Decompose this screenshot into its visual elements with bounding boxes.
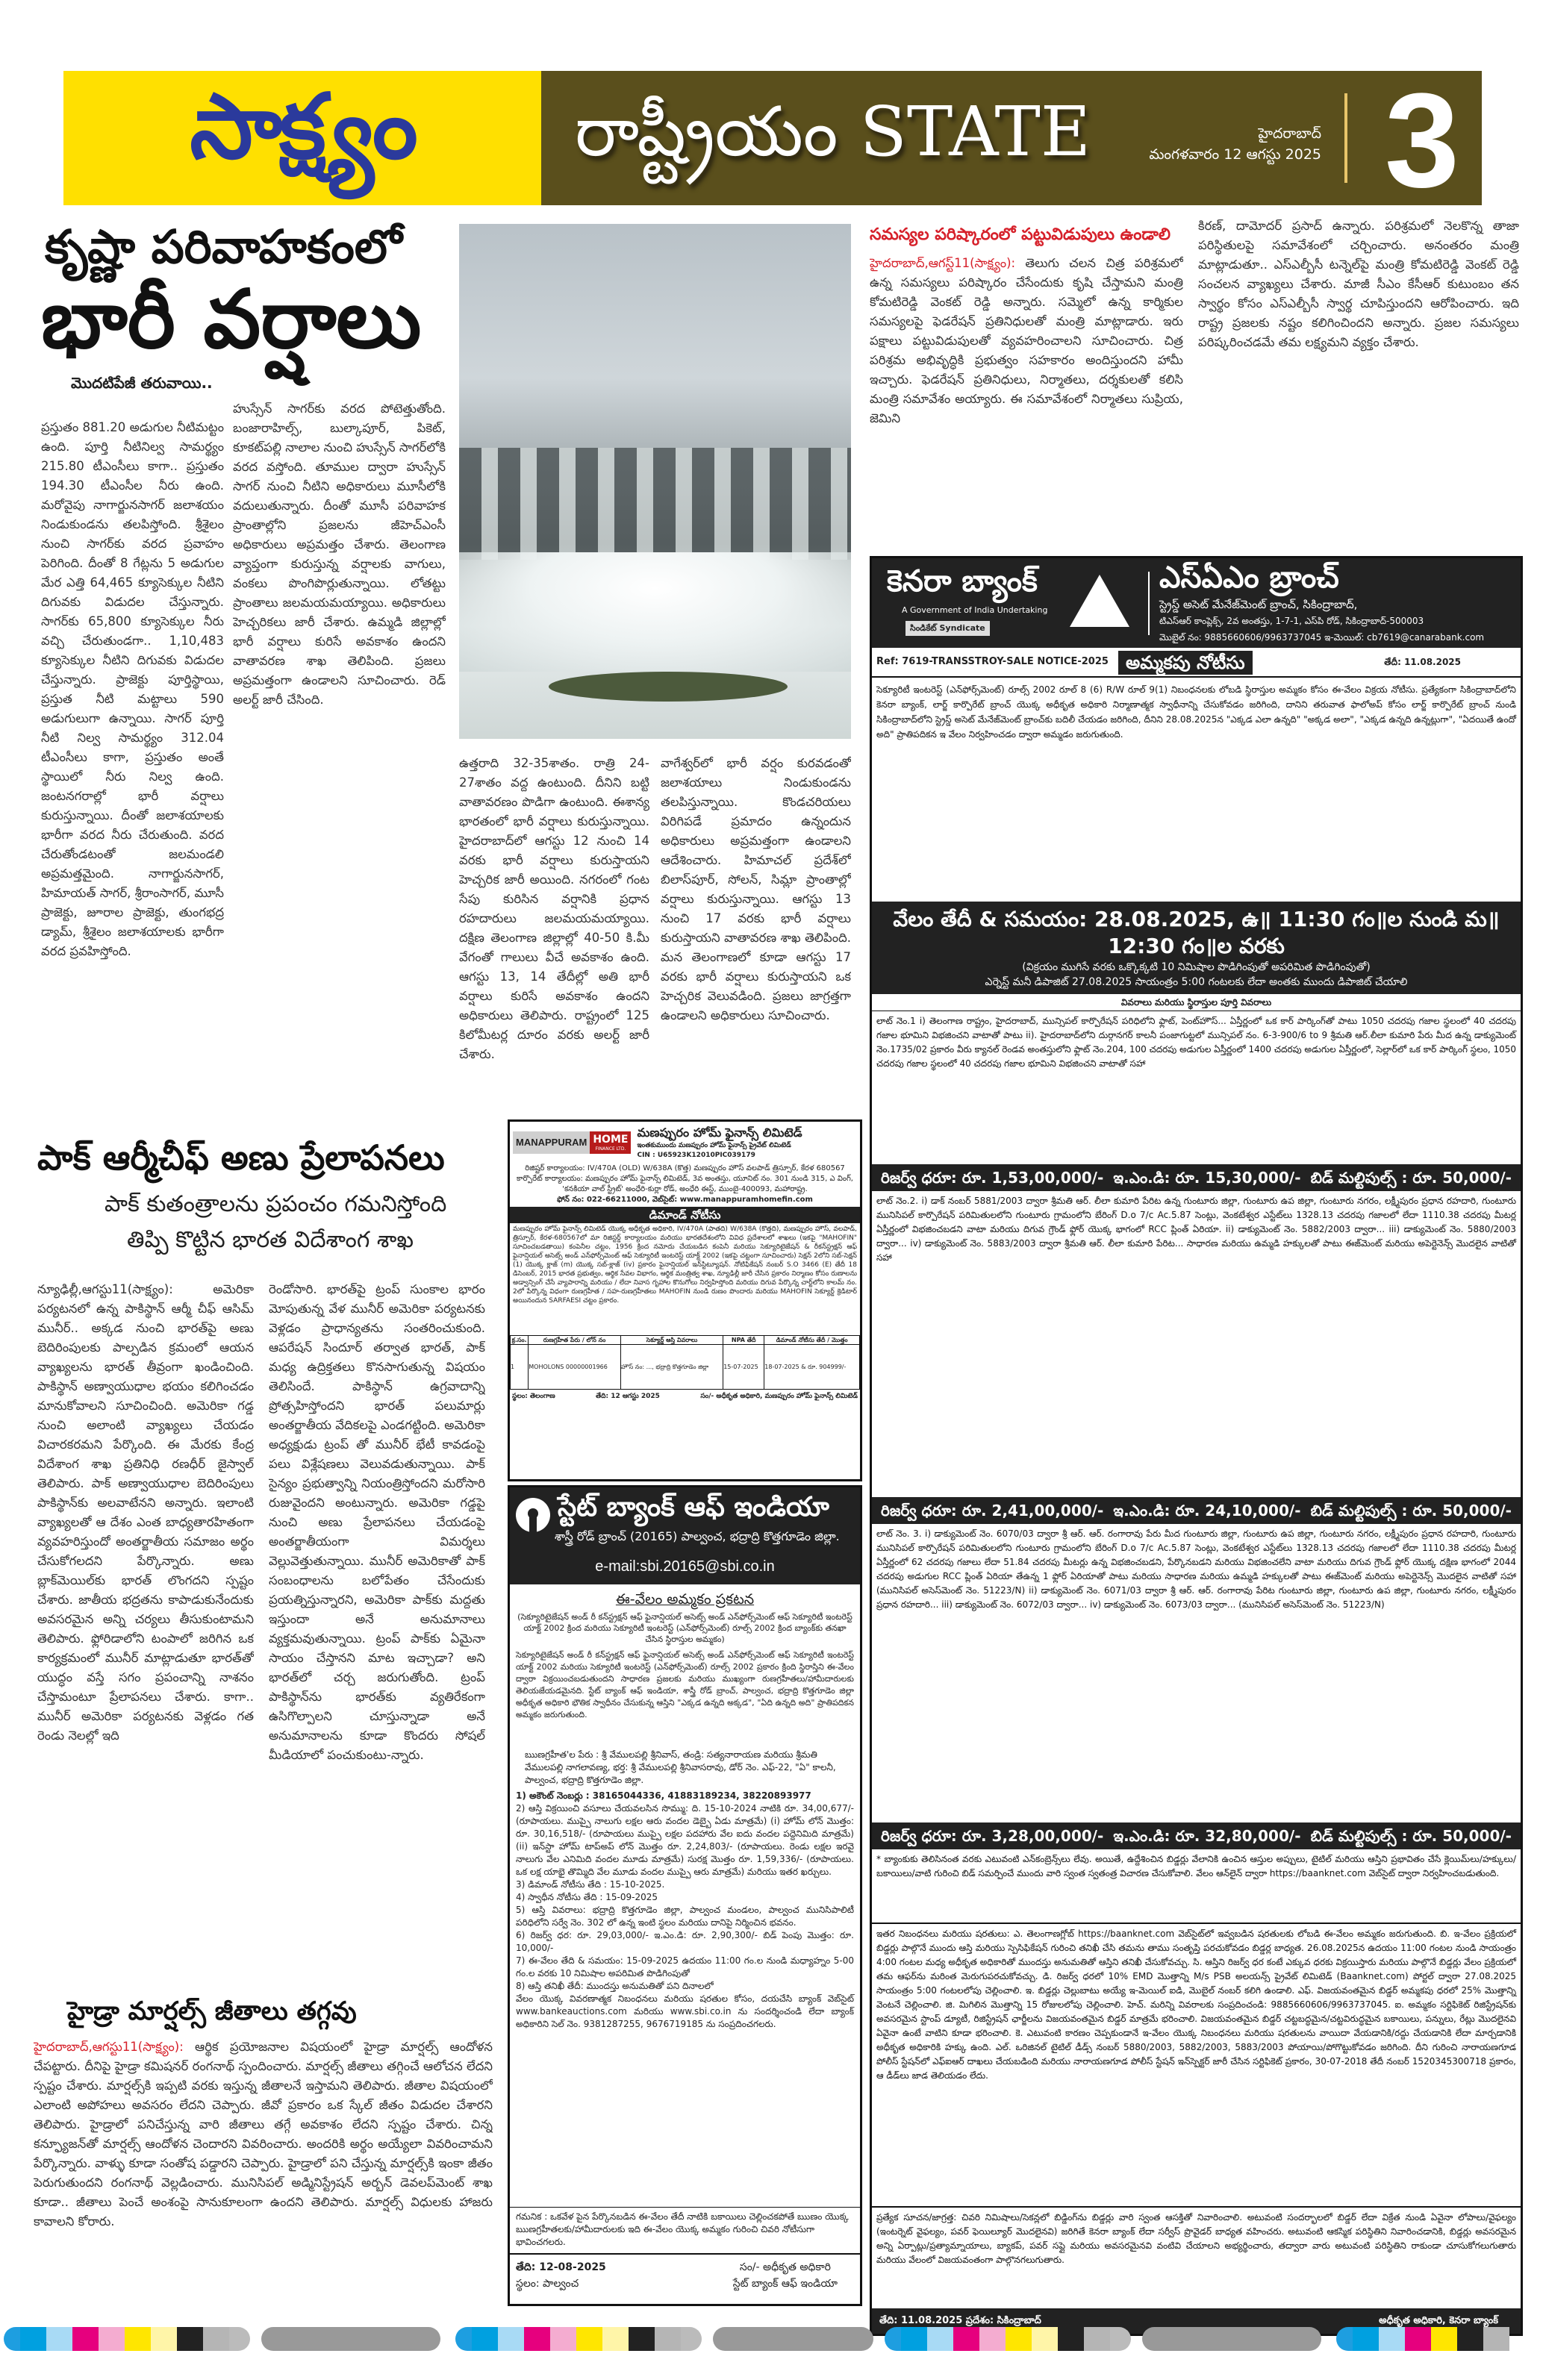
sbi-footer-place: స్థలం: పాల్వంచ: [516, 2278, 579, 2290]
sbi-item: 6) రిజర్వ్ ధర: రూ. 29,03,000/- ఇ.ఎం.డి: రూ. 2,90,300/- బిడ్ పెంపు మొత్తం: రూ. 10,000/-: [516, 1930, 854, 1953]
table-cell: 15-07-2025: [723, 1345, 764, 1390]
table-row: [511, 1345, 860, 1390]
bid-multiples: బిడ్ మల్టిపుల్స్ : రూ. 50,000/-: [1310, 1502, 1512, 1519]
price-bar-lot-1: [872, 1164, 1521, 1191]
canara-footer-sign: అధీకృత అధికారి, కెనరా బ్యాంక్: [1379, 2315, 1498, 2326]
bid-multiples: బిడ్ మల్టిపుల్స్ : రూ. 50,000/-: [1310, 1827, 1512, 1845]
sbi-item: 1) అకౌంట్ నెంబర్లు : 38165044336, 41883189234, 38220893977: [516, 1790, 811, 1801]
canara-bank-sale-notice: [870, 556, 1523, 2336]
edition-date: మంగళవారం 12 ఆగస్టు 2025: [1149, 146, 1321, 163]
pak-column-2: రెండోసారి. భారత్‌పై ట్రంప్ సుంకాల భారం మోపుతున్న వేళ మునీర్ అమెరికా పర్యటనకు వెళ్లడం ప్రాధాన్యతను సంతరించుకుంది. ఆపరేషన్ సిందూర్ తర్వాత భారత్, పాక్ మధ్య ఉద్రిక్తతలు కొనసాగుతున్న విషయం తెలిసిందే. పాకిస్థాన్ ఉగ్రవాదాన్ని ప్రోత్సహిస్తోందని భారత్ పలుమార్లు అంతర్జాతీయ వేదికలపై ఎండగట్టింది. అమెరికా అధ్యక్షుడు ట్రంప్ తో మునీర్ భేటీ కావడంపై పలు విశ్లేషణలు వెలువడుతున్నాయి. పాక్ సైన్యం ప్రభుత్వాన్ని నియంత్రిస్తోందని మరోసారి రుజువైందని అంటున్నారు. అమెరికా గడ్డపై నుంచి అణు ప్రేలాపనలు చేయడంపై అంతర్జాతీయంగా విమర్శలు వెల్లువెత్తుతున్నాయి. మునీర్ అమెరికాతో పాక్ సంబంధాలను బలోపేతం చేసేందుకు ప్రయత్నిస్తున్నారని, అమెరికా పాక్‌కు మద్దతు ఇస్తుందా అనే అనుమానాలు వ్యక్తమవుతున్నాయి. ట్రంప్ పాక్‌కు ఏమైనా సాయం చేస్తానని మాట ఇచ్చాడా? అని భారత్‌లో చర్చ జరుగుతోంది. ట్రంప్ పాకిస్థాన్‌ను భారత్‌కు వ్యతిరేకంగా ఉసిగొల్పాలని చూస్తున్నాడా అనే అనుమానాలను కూడా కొందరు సోషల్ మీడియాలో పంచుకుంటు-న్నారు.: [269, 1282, 485, 1762]
canara-tagline: A Government of India Undertaking: [902, 605, 1048, 615]
manappuram-demand-notice: [508, 1119, 862, 1481]
cinema-column-1: [870, 254, 1183, 515]
canara-intro: సెక్యూరిటీ ఇంటరెస్ట్ (ఎన్‌ఫోర్స్‌మెంట్) రూల్స్ 2002 రూల్ 8 (6) R/W రూల్ 9(1) నిబంధనలకు లోబడి స్థిరాస్తుల అమ్మకం కోసం ఈ-వేలం విక్రయ నోటీసు. ప్రత్యేకంగా సికింద్రాబాద్‌లోని కెనరా బ్యాంక్, లార్జ్ కార్పొరేట్ బ్రాంచ్ యొక్క అధీకృత అధికారి నిర్మాణాత్మక స్వాధీనాన్ని చేసుకోవడం జరిగింది, దానిని తరువాత ఫాలోఅప్ కోసం లార్జ్ కార్పొరేట్ బ్రాంచ్ నుండి సికింద్రాబాద్‌లోని స్ట్రెస్డ్ అసెట్ మేనేజ్‌మెంట్ బ్రాంచ్‌కు బదిలీ చేయడం జరిగింది, దీనిని 28.08.2025న "ఎక్కడ ఎలా ఉన్నది" "అక్కడ అలా", "ఎక్కడ ఉన్నది ఉన్నట్లుగా", "ఏదయితే ఉందో అది" ప్రాతిపదికన ఇ వేలం నిర్వహించడం ద్వారా అమ్మడం జరుగుతుంది.: [876, 684, 1516, 740]
edition-city: హైదరాబాద్: [1258, 125, 1321, 142]
cinema-column-2: కిరణ్, దామోదర్ ప్రసాద్ ఉన్నారు. పరిశ్రమలో నెలకొన్న తాజా పరిస్థితులపై సమావేశంలో చర్చించారు. అనంతరం మంత్రి మాట్లాడుతూ.. ఎస్ఎల్బీసీ టన్నెల్‌పై మంత్రి కోమటిరెడ్డి వెంకట్ రెడ్డి సంచలన వ్యాఖ్యలు చేశారు. మాజీ సీఎం కేసీఆర్ కుటుంబం తన స్వార్థం కోసం ఎస్ఎల్బీసీ స్వార్థ చూపిస్తుందని ఆరోపించారు. ఇది రాష్ట్ర ప్రజలకు నష్టం కలిగించిందని అన్నారు. ప్రజల సమస్యలు పరిష్కరించడమే తమ లక్ష్యమని వ్యక్తం చేశారు.: [1198, 219, 1519, 349]
canara-branch-title: ఎస్ఏఎం బ్రాంచ్: [1159, 560, 1339, 595]
sbi-item: 2) ఆస్తి విక్రయించి వసూలు చేయవలసిన సొమ్ము: ది. 15-10-2024 నాటికి రూ. 34,00,677/- (రూపాయలు. ముప్పై నాలుగు లక్షల ఆరు వందల డెబ్బై ఏడు మాత్రమే) (i) హోమ్ లోన్ మొత్తం: రూ. 30,16,518/- (రూపాయలు ముప్పై లక్షల పదహారు వేల ఐదు వందల పద్దెనిమిది మాత్రమే) (ii) ఇన్‌స్టా హోమ్ టాప్అప్ లోన్ మొత్తం రూ. 2,24,803/- (రూపాయలు. రెండు లక్షల ఇరవై నాలుగు వేల ఎనిమిది వందల మూడు మాత్రమే) సురక్ష మొత్తం రూ. 1,59,336/- (రూపాయలు. ఒక లక్ష యాభై తొమ్మిది వేల మూడు వందల ముప్పై ఆరు మాత్రమే) మరియు ఇతర ఖర్చులు.: [516, 1803, 854, 1877]
table-header-row: [511, 1336, 860, 1345]
lot-3-description: లాట్ నెం. 3. i) డాక్యుమెంట్ నెం. 6070/03 ద్వారా శ్రీ ఆర్. ఆర్. రంగారావు పేరు మీద గుంటూరు జిల్లా, గుంటూరు ఉప జిల్లా, గుంటూరు నగరం, లక్ష్మీపురం ప్రధాన రహదారి, గుంటూరు మునిసిపల్ కార్పొరేషన్ పరిమితులలోని గుంటూరు గ్రామంలోని బేరింగ్ D.o 7/c Ac.5.87 సెంట్లు, వెంకటేశ్వర ఎస్టేట్‌లు 1328.13 చదరపు గజాలలో లేదా 1110.38 చదరపు మీటర్ల ఏస్తీర్ణంలో 62 చదరపు గజాలు లేదా 51.84 చదరపు మీటర్లు ఉన్న విభజించబడని, పేర్కొనబడని మరియు విభజించలేని వాటా మరియు దిగువ గ్రౌండ్ ఫ్లోర్ యొక్క దక్షిణ భాగంలో 2044 చదరపు అడుగుల RCC ప్లింత్ ఏరియా తేఉన్న 1 ఫ్లోర్ ఏరియాతో పాటు మరియు సాధారణ మరియు ఉమ్మడి హక్కులతో పాటు ఈజ్‌మెంట్ మరియు అపెర్టెనెన్స్ మొదలైన వాటితో సహా (మునిసిపల్ అసెస్‌మెంట్ నెం. 51223/N) ii) డాక్యుమెంట్ నెం. 6071/03 ద్వారా శ్రీ ఆర్. ఆర్. రంగారావు పేరిట గుంటూరు జిల్లా, గుంటూరు ఉప జిల్లా, గుంటూరు నగరం, లక్ష్మీపురం ప్రధాన రహదారి... iii) డాక్యుమెంట్ నెం. 6072/03 ద్వారా... iv) డాక్యుమెంట్ నెం. 6073/03 ద్వారా... (మునిసిపల్ అసెస్‌మెంట్ నెం. 51223/N): [876, 1528, 1516, 1610]
cinema-headline: సమస్యల పరిష్కారంలో పట్టువిడుపులు ఉండాలి: [870, 225, 1171, 244]
table-cell: 1: [511, 1345, 529, 1390]
emd-amount: ఇ.ఎం.డి: రూ. 32,80,000/-: [1113, 1827, 1301, 1845]
manappuram-body: మణప్పురం హోమ్ ఫైనాన్స్ లిమిటెడ్ యొక్క అధీకృత అధికారి, IV/470A (పాతది) W/638A (కొత్తది), మణప్పురం హౌస్, వలపాడ్, త్రిస్సూర్, కేరళ-680567లో మా రిజిస్టర్డ్ కార్యాలయం మరియు భారతదేశంలోని వివిధ ప్రదేశాలలో శాఖలు (ఇకపై "MAHOFIN" సూచించబడతాయి) కంపెనీల చట్టం, 1956 క్రింద నమోదు చేయబడిన కంపెనీ మరియు సెక్యూరిటైజేషన్ & రీకన్‌స్ట్రక్షన్ ఆఫ్ ఫైనాన్షియల్ అసెట్స్ అండ్ ఎన్‌ఫోర్స్‌మెంట్ ఆఫ్ సెక్యూరిటీ ఇంటరెస్ట్ యాక్ట్ 2002 (ఇకపై చట్టంగా సూచించారు) సెక్షన్ 2లోని సబ్-సెక్షన్ (1) యొక్క క్లాజ్ (m) యొక్క సబ్-క్లాజ్ (iv) ప్రకారం ఫైనాన్షియల్ ఇన్‌స్టిట్యూషన్. నోటిఫికేషన్ నంబర్ S.O 3466 (E) తేదీ 18 డిసెంబర్, 2015 భారత ప్రభుత్వం, ఆర్థిక సేవల విభాగం, ఆర్థిక మంత్రిత్వ శాఖ, న్యూఢిల్లీ జారీ చేసిన ప్రకారం నిర్మాణం కోసం రుణాలను అడ్వాన్సింగ్ చేసే వ్యాపారాన్ని మరియు / లేదా నివాస గృహాల కొనుగోలు నిర్వహిస్తోంది మరియు దిగువ పేర్కొన్న చార్ట్‌లోని కాలమ్ నం. 2లో పేర్కొన్న విధంగా రుణగ్రహీత / సహ-రుణగ్రహీతలు MAHOFIN నుండి రుణం పొందారు మరియు MAHOFIN సెక్యూర్డ్ క్రెడిటార్ అయినందున SARFAESI చట్టం ప్రకారం.: [513, 1225, 857, 1305]
sbi-intro: సెక్యూరిటైజేషన్ అండ్ రీ కన్‌స్ట్రక్షన్ ఆఫ్ ఫైనాన్షియల్ అసెట్స్ అండ్ ఎన్‌ఫోర్స్‌మెంట్ ఆఫ్ సెక్యూరిటీ ఇంటరెస్ట్ యాక్ట్ 2002 మరియు సెక్యూరిటీ ఇంటరెస్ట్ (ఎన్‌ఫోర్స్‌మెంట్) రూల్స్ 2002 ప్రకారం క్రింది స్థిరాస్తిని ఈ-వేలం ద్వారా విక్రయించబడుతుందని సాధారణ ప్రజలకు మరియు ముఖ్యంగా రుణగ్రహీతలు/హామీదారులకు తెలియజేయడమైనది. స్టేట్ బ్యాంక్ ఆఫ్ ఇండియా, శాస్త్రీ రోడ్ బ్రాంచ్, పాల్వంచ, భద్రాద్రి కొత్తగూడెం జిల్లా అధీకృత అధికారి భౌతిక స్వాధీనం చేసుకున్న ఆస్తిని "ఎక్కడ ఉన్నది అక్కడ", "ఏది ఉన్నది అది" ప్రాతిపదికన అమ్మకం జరుగుతుంది.: [516, 1650, 854, 1720]
manappuram-place: స్థలం: తెలంగాణ: [512, 1393, 555, 1400]
canara-footer-date: తేది: 11.08.2025 ప్రదేశం: సికింద్రాబాద్: [879, 2315, 1041, 2326]
hydra-headline: హైడ్రా మార్షల్స్ జీతాలు తగ్గవు: [67, 1996, 357, 2026]
sbi-name: స్టేట్ బ్యాంక్ ఆఫ్ ఇండియా: [558, 1492, 829, 1522]
newspaper-logo: సాక్ష్యం: [190, 75, 415, 179]
sbi-item: 8) ఆస్తి తనిఖీ తేదీ: ముందస్తు అనుమతితో పని దినాలలో: [516, 1981, 714, 1991]
syndicate-badge: సిండికేట్ Syndicate: [905, 621, 990, 636]
logo-sub: FINANCE LTD.: [595, 1146, 626, 1152]
pak-subheadline-2: తిప్పి కొట్టిన భారత విదేశాంగ శాఖ: [127, 1227, 414, 1253]
canara-address: టిఎస్ఆర్ కాంప్లెక్స్, 2వ అంతస్తు, 1-7-1, ఎస్‌పి రోడ్, సికింద్రాబాద్-500003: [1159, 616, 1424, 626]
emd-amount: ఇ.ఎం.డి: రూ. 15,30,000/-: [1113, 1169, 1301, 1187]
lot-1-description: లాట్ నెం.1 i) తెలంగాణ రాష్ట్రం, హైదరాబాద్, మున్సిపల్ కార్పొరేషన్ పరిధిలోని ఫ్లాట్, పెంట్‌హౌస్... ఏస్తీర్ణంలో ఒక కార్ పార్కింగ్‌తో పాటు 1050 చదరపు గజాల స్థలంలో 40 చదరపు గజాల భూమిని విభజించని వాటాతో పాటు ii). హైదరాబాద్‌లోని దుర్గానగర్ కాలనీ పంజాగుట్టలో మున్సిపల్ నం. 6-3-900/6 to 9 శ్రీమతి ఆర్.లీలా కుమారి పేరు మీద ఉన్న డాక్యుమెంట్ నెం.1735/02 ప్రకారం వీరు క్యానల్ రెండవ అంతస్తులోని ఫ్లాట్ నెం.204, 100 చదరపు అడుగుల ఏస్తీర్ణంలో 1400 చదరపు అడుగుల ఏస్తీర్ణంలో, సెల్లార్‌లో ఒక కార్ పార్కింగ్ స్థలం, 1050 చదరపు గజాల స్థలంలో 40 చదరపు గజాల భూమిని విభజించని వాటాతో సహా: [876, 1016, 1516, 1069]
sbi-subtitle: (సెక్యూరిటైజేషన్ అండ్ రీ కన్‌స్ట్రక్షన్ ఆఫ్ ఫైనాన్షియల్ అసెట్స్ అండ్ ఎన్‌ఫోర్స్‌మెంట్ ఆఫ్ సెక్యూరిటీ ఇంటరెస్ట్ యాక్ట్ 2002 క్రింద మరియు సెక్యూరిటీ ఇంటరెస్ట్ (ఎన్‌ఫోర్స్‌మెంట్) రూల్స్ 2002 క్రింద బ్యాంక్‌కు తనఖా చేసిన స్థిరాస్తుల అమ్మకం): [517, 1612, 852, 1644]
hydra-body: [34, 2037, 493, 2306]
special-caution: ప్రత్యేక సూచన/జాగ్రత్త: చివరి నిమిషాలు/సెకన్లలో బిడ్డింగ్‌ను బిడ్డర్లు వారి స్వంత ఆసక్తితో నివారించాలి. అటువంటి సందర్భాలలో బిడ్డర్ లేదా విక్రేత నుండి ఏవైనా లోపాలు/వైఫల్యం (ఇంటర్నెట్ వైఫల్యం, పవర్ ఫెయిల్యూర్ మొదలైనవి) జరిగితే కెనరా బ్యాంక్ లేదా సర్వీస్ ప్రొవైడర్ బాధ్యత వహించరు. అటువంటి ఆకస్మిక పరిస్థితిని నివారించడానికి, బిడ్డర్లు అవసరమైన అన్ని ఏర్పాట్లు/ప్రత్యామ్నాయాలు, బ్యాకప్, పవర్ సప్లై మరియు అవసరమైనవి వంటివి చేయాలని అభ్యర్థించారు, తద్వారా వారు అటువంటి పరిస్థితిని రాకుండా చూసుకోగలుగుతారు మరియు వేలంలో విజయవంతంగా పాల్గొనగలుగుతారు.: [876, 2212, 1516, 2265]
sbi-logo-icon: [516, 1498, 550, 1532]
terms-and-conditions: ఇతర నిబంధనలు మరియు షరతులు: ఎ. తెలంగాణగ్లోబ్ https://baanknet.com వెబ్‌సైట్‌లో ఇవ్వబడిన షరతులకు లోబడి ఈ-వేలం అమ్మకం జరుగుతుంది. బి. ఇ-వేలం ప్రక్రియలో బిడ్డర్లు పాల్గొనే ముందు ఆస్తి మరియు స్పెసిఫికేషన్ గురించి తనిఖీ చేసి తమను తాము సంతృప్తి పరచుకోవడం బిడ్డర్ల బాధ్యత. 26.08.2025న ఉదయం 11:00 గంటల నుండి సాయంత్రం 4:00 గంటల మధ్య అధీకృత అధికారితో ముందస్తు అనుమతితో ఆస్తిని తనిఖీ చేసుకోవచ్చు. సి. ఆస్తిని రిజర్వ్ ధర కంటే ఎక్కువ ధరకు విక్రయిస్తారు మరియు పాల్గొనే బిడ్డర్లు వేలం ప్రక్రియలో తమ ఆఫర్‌ను మరింత మెరుగుపరచుకోవచ్చు. డి. రిజర్వ్ ధరలో 10% EMD మొత్తాన్ని M/s PSB అలయన్స్ ప్రైవేట్ లిమిటెడ్ (Baanknet.com) పోర్టల్ ద్వారా 27.08.2025 సాయంత్రం 5:00 గంటలలోపు చెల్లించాలి. ఇ. బిడ్డర్లు చెల్లుబాటు అయ్యే ఇ-మెయిల్ ఐడి, మొబైల్ నంబర్ కలిగి ఉండాలి. ఎఫ్. విజయవంతమైన బిడ్డర్ అమ్మకపు ధరలో 25% మొత్తాన్ని వెంటనే చెల్లించాలి. జి. మిగిలిన మొత్తాన్ని 15 రోజులలోపు చెల్లించాలి. హెచ్. మరిన్ని వివరాలకు సంప్రదించండి: 9885660606/9963737045. ఐ. అమ్మకం సర్టిఫికెట్ రిజిస్ట్రేషన్‌కు అవసరమైన స్టాంప్ డ్యూటీ, రిజిస్ట్రేషన్ ఛార్జీలను విజయవంతమైన బిడ్డర్ మాత్రమే భరించాలి. విజయవంతమైన బిడ్డర్ చట్టబద్ధమైన/చట్టవిరుద్ధమైన బకాయిలు, పన్నులు, రేట్లు మొదలైనవి ఏవైనా ఉంటే వాటిని కూడా భరించాలి. కె. ఎటువంటి కారణం చెప్పకుండానే ఇ-వేలం యొక్క నిబంధనలు మరియు షరతులను వాయిదా వేయడానికి/రద్దు చేయడానికి లేదా మార్చడానికి అధీకృత అధికారికి హక్కు ఉంది. ఎల్. ఒరిజినల్ టైటిల్ డీడ్స్ నంబర్ 5880/2003, 5882/2003, 5883/2003 పోయాయి/పోగొట్టుకోవడం జరిగింది. దీని గురించి నారాయణగూడ పోలీస్ స్టేషన్‌లో ఎఫ్ఐఆర్ దాఖలు చేయబడింది మరియు నారాయణగూడ పోలీస్ స్టేషన్ ఇన్‌స్పెక్టర్ జారీ చేసిన సర్టిఫికెట్ ప్రకారం, 30-07-2018 తేదీ నంబర్ 1520345300718 ప్రకారం, ఆ డీడ్‌లు జాడ తెలియడం లేదు.: [872, 1924, 1521, 2208]
canara-ref: Ref: 7619-TRANSSTROY-SALE NOTICE-2025: [876, 656, 1109, 667]
canara-header: [872, 558, 1521, 648]
masthead-section-panel: [541, 66, 1482, 216]
sbi-note: గమనిక : ఒకవేళ పైన పేర్కొనబడిన ఈ-వేలం తేదీ నాటికి బకాయిలు చెల్లించకపోతే ఋణం యొక్క ఋణగ్రహీతలకు/హామీదారులకు ఇది ఈ-వేలం యొక్క అమ్మకం గురించి చివరి నోటీసుగా భావించగలరు.: [510, 2207, 860, 2252]
canara-ref-row: [872, 648, 1521, 678]
demand-notice-title: డిమాండ్ నోటీసు: [510, 1207, 860, 1223]
lot-2-description: లాట్ నెం.2. i) డాక్ నంబర్ 5881/2003 ద్వారా శ్రీమతి ఆర్. లీలా కుమారి పేరిట ఉన్న గుంటూరు జిల్లా, గుంటూరు ఉప జిల్లా, గుంటూరు నగరం, లక్ష్మీపురం ప్రధాన రహదారి, గుంటూరు మునిసిపల్ కార్పొరేషన్ పరిమితులలోని గుంటూరు గ్రామంలోని బేరింగ్ D.o 7/c Ac.5.87 సెంట్లు, వెంకటేశ్వర ఎస్టేట్‌లు 1328.13 చదరపు గజాలలో లేదా 1110.38 చదరపు మీటర్ల ఏస్తీర్ణంలో విభజించబడని వాటా మరియు దిగువ గ్రౌండ్ ఫ్లోర్ యొక్క భాగంలో RCC ప్లింత్ ఏరియా. ii) డాక్యుమెంట్ నెం. 5882/2003 ద్వారా... iii) డాక్యుమెంట్ నెం. 5880/2003 ద్వారా... iv) డాక్యుమెంట్ నెం. 5883/2003 ద్వారా శ్రీమతి ఆర్. లీలా కుమారి పేరిట... సాధారణ మరియు ఉమ్మడి హక్కులతో పాటు ఈజ్‌మెంట్ మరియు అపెర్టెనెన్స్ మొదలైన వాటితో సహా: [876, 1196, 1516, 1263]
auction-datetime: వేలం తేదీ & సమయం: 28.08.2025, ఉ॥ 11:30 గం॥ల నుండి మ॥ 12:30 గం॥ల వరకు: [893, 907, 1500, 958]
cinema-dateline: హైదరాబాద్,ఆగస్ట్11(సాక్ష్యం):: [870, 256, 1016, 270]
logo-home: HOME: [593, 1134, 629, 1146]
krishna-column-1: ప్రస్తుతం 881.20 అడుగుల నీటిమట్టం ఉంది. పూర్తి నీటినిల్వ సామర్థ్యం 215.80 టీఎంసీలు కాగా.. ప్రస్తుతం 194.30 టీఎంసీల నీరు ఉంది. మరోవైపు నాగార్జునసాగర్ జలాశయం నిండుకుండను తలపిస్తోంది. శ్రీశైలం నుంచి సాగర్‌కు వరద ప్రవాహం పెరిగింది. దీంతో 8 గేట్లను 5 అడుగుల మేర ఎత్తి 64,465 క్యూసెక్కుల నీటిని దిగువకు విడుదల చేస్తున్నారు. సాగర్‌కు 65,800 క్యూసెక్కుల నీరు వచ్చి చేరుతుండగా.. 1,10,483 క్యూసెక్కుల నీటిని దిగువకు విడుదల చేస్తున్నారు. ప్రాజెక్టు పూర్తిస్థాయి, ప్రస్తుత నీటి మట్టాలు 590 అడుగులుగా ఉన్నాయి. సాగర్ పూర్తి నీటి నిల్వ సామర్థ్యం 312.04 టీఎంసీలు కాగా, ప్రస్తుతం అంతే స్థాయిలో నీరు నిల్వ ఉంది. జంటనగరాల్లో భారీ వర్షాలు కురుస్తున్నాయి. దీంతో జలాశయాలకు భారీగా వరద నీరు చేరుతుంది. వరద చేరుతోండటంతో జలమండలి అప్రమత్తమైంది. నాగార్జునసాగర్, హిమాయత్ సాగర్, శ్రీరాంసాగర్, మూసీ ప్రాజెక్టు, జూరాల ప్రాజెక్టు, తుంగభద్ర డ్యామ్, శ్రీశైలం జలాశయాలకు భారీగా వరద ప్రవహిస్తోంది.: [41, 420, 224, 958]
riverbank-illustration: [549, 672, 788, 702]
table-cell: MOHOLONS 00000001966: [529, 1345, 621, 1390]
table-header: క్ర.సం.: [511, 1336, 529, 1345]
sbi-sign-1: సం/- అధీకృత అధికారి: [739, 2261, 831, 2273]
krishna-column-2: హుస్సేన్ సాగర్‌కు వరద పోటెత్తుతోంది. బంజారాహిల్స్, బుల్కాపూర్, పికెట్, కూకట్‌పల్లి నాలాల నుంచి హుస్సేన్ సాగర్‌లోకి వరద వస్తోంది. తూముల ద్వారా హుస్సేన్ సాగర్ నుంచి నీటిని అధికారులు మూసీలోకి వదులుతున్నారు. దీంతో మూసీ పరివాహక ప్రాంతాల్లోని ప్రజలను జీహెచ్ఎంసీ అధికారులు అప్రమత్తం చేశారు. తెలంగాణ వ్యాప్తంగా కురుస్తున్న వర్షాలకు వాగులు, వంకలు పొంగిపొర్లుతున్నాయి. లోతట్టు ప్రాంతాలు జలమయమయ్యాయి. అధికారులు హెచ్చరికలు జారీ చేశారు. ఉమ్మడి జిల్లాల్లో భారీ వర్షాలు కురిసే అవకాశం ఉందని వాతావరణ శాఖ తెలిపింది. ప్రజలు అప్రమత్తంగా ఉండాలని సూచించారు. రెడ్ అలర్ట్ జారీ చేసింది.: [233, 402, 446, 707]
manappuram-date: తేది: 12 ఆగస్టు 2025: [596, 1393, 660, 1400]
hydra-body-text: ఆర్థిక ప్రయోజనాల విషయంలో హైడ్రా మార్షల్స్ ఆందోళన చేపట్టారు. దీనిపై హైడ్రా కమిషనర్ రంగనాథ్ స్పందించారు. మార్షల్స్ జీతాలు తగ్గించే ఆలోచన లేదని స్పష్టం చేశారు. మార్షల్స్‌కి ఇప్పటి వరకు ఇస్తున్న జీతాలనే ఇస్తామని తెలిపారు. జీతాల విషయంలో ఎలాంటి అపోహలు అవసరం లేదని చెప్పారు. జీవో ప్రకారం ఒక స్కేల్ జీతం విడుదల చేశారని తెలిపారు. హైడ్రాలో పనిచేస్తున్న వారి జీతాలు తగ్గే అవకాశం లేదని స్పష్టం చేశారు. చిన్న కన్ఫ్యూజన్‌తో మార్షల్స్ ఆందోళన చెందారని వివరించారు. అందరికి అర్థం అయ్యేలా వివరించామని పేర్కొన్నారు. వాళ్ళు కూడా సంతోష పడ్డారని చెప్పారు. హైడ్రాలో పని చేస్తున్న మార్షల్స్‌కి ఇంకా జీతం పెరుగుతుందని రంగనాథ్ వెల్లడించారు. మునిసిపల్ అడ్మినిస్ట్రేషన్ అర్బన్ డెవలప్‌మెంట్ శాఖ కూడా.. జీతాలు పెంచే అంశంపై సానుకూలంగా ఉందని తెలిపారు. మార్షల్స్ విధులకు హాజరు కావాలని కోరారు.: [34, 2040, 493, 2228]
sbi-item: 5) ఆస్తి వివరాలు: భద్రాద్రి కొత్తగూడెం జిల్లా, పాల్వంచ మండలం, పాల్వంచ మునిసిపాలిటీ పరిధిలోని సర్వే నెం. 302 లో ఉన్న ఇంటి స్థలం మరియు దానిపై నిర్మించిన భవనం.: [516, 1905, 854, 1928]
emd-deadline: ఎర్నెస్ట్ మనీ డిపాజిట్ 27.08.2025 సాయంత్రం 5:00 గంటలకు లేదా అంతకు ముందు డిపాజిట్ చేయాలి: [985, 976, 1408, 988]
sbi-footer-left: [516, 2259, 606, 2304]
sbi-details: [510, 1788, 860, 2032]
reserve-price: రిజర్వ్ ధరూ: రూ. 3,28,00,000/-: [881, 1827, 1104, 1845]
sbi-item: వేలం యొక్క వివరణాత్మక నిబంధనలు మరియు షరతుల కోసం, దయచేసి బ్యాంక్ వెబ్‌సైట్ www.bankeauctions.com మరియు www.sbi.co.in ను సందర్శించండి లేదా బ్యాంక్ అధికారిని సెల్ నెం. 9381287255, 9676719185 ను సంప్రదించగలరు.: [516, 1993, 854, 2029]
sbi-branch: శాస్త్రీ రోడ్ బ్రాంచ్ (20165) పాల్వంచ, భద్రాద్రి కొత్తగూడెం జిల్లా.: [555, 1529, 840, 1543]
canara-contact: మొబైల్ నం: 9885660606/9963737045 ఇ-మెయిల్: cb7619@canarabank.com: [1159, 632, 1485, 643]
divider: [1344, 93, 1347, 183]
section-title: రాష్ట్రీయం STATE: [575, 92, 1091, 172]
manappuram-corp-office: కార్పొరేట్ కార్యాలయం: మణప్పురం హోమ్ ఫైనాన్స్ లిమిటెడ్, 3వ అంతస్తు, యూనిట్ నం. 301 నుండి 315, ఎ వింగ్, 'కనకియా వాల్ స్ట్రీట్' అంధేరి-కుర్లా రోడ్, అంధేరి ఈస్ట్, ముంబై-400093, మహారాష్ట్ర.: [516, 1175, 853, 1193]
manappuram-formerly: ఇంతకుముందు మణప్పురం హోమ్ ఫైనాన్స్ ప్రైవేట్ లిమిటెడ్: [637, 1142, 791, 1149]
sbi-title: ఈ-వేలం అమ్మకం ప్రకటన: [615, 1591, 755, 1608]
price-bar-lot-2: [872, 1497, 1521, 1524]
divider: [1148, 572, 1150, 635]
manappuram-reg-office: రిజిష్టర్ కార్యాలయం: IV/470A (OLD) W/638A (కొత్త) మణప్పురం హౌస్ వలపాడ్ త్రిస్సూర్, కేరళ 680567: [525, 1164, 845, 1172]
canara-logo-icon: [1070, 575, 1129, 627]
schedule-title: వివరాలు మరియు స్థిరాస్తుల పూర్తి వివరాలు: [872, 994, 1521, 1011]
krishna-kicker: మొదటిపేజీ తరువాయి..: [71, 374, 213, 392]
emd-amount: ఇ.ఎం.డి: రూ. 24,10,000/-: [1113, 1502, 1301, 1519]
dam-gates-illustration: [459, 448, 851, 560]
edition-info: [1149, 123, 1321, 165]
table-header: NPA తేదీ: [723, 1336, 764, 1345]
sbi-sign-2: స్టేట్ బ్యాంక్ ఆఫ్ ఇండియా: [732, 2278, 838, 2290]
krishna-headline-line1: కృష్ణా పరివాహకంలో: [45, 219, 402, 274]
hydra-dateline: హైదరాబాద్,ఆగస్టు11(సాక్ష్యం):: [34, 2040, 184, 2054]
reserve-price: రిజర్వ్ ధరూ: రూ. 1,53,00,000/-: [881, 1169, 1104, 1187]
krishna-column-3: ఉత్తరాది 32-35శాతం. రాత్రి 24-27శాతం వద్ద ఉంటుంది. దీనిని బట్టి వాతావరణం పొడిగా ఉంటుంది. ఈశాన్య భారతంలో భారీ వర్షాలు కురుస్తున్నాయి. హైదరాబాద్‌లో ఆగస్టు 12 నుంచి 14 వరకు భారీ వర్షాలు కురుస్తాయని హెచ్చరిక జారీ అయింది. నగరంలో గంట సేపు కురిసిన వర్షానికి ప్రధాన రహదారులు జలమయమయ్యాయి. దక్షిణ తెలంగాణ జిల్లాల్లో 40-50 కి.మీ వేగంతో గాలులు వీచే అవకాశం ఉంది. ఆగస్టు 13, 14 తేదీల్లో అతి భారీ వర్షాలు కురిసే అవకాశం ఉందని అధికారులు తెలిపారు. రాష్ట్రంలో 125 కిలోమీటర్ల దూరం వరకు అలర్ట్ జారీ చేశారు.: [459, 756, 649, 1061]
manappuram-phone: ఫోన్ నం: 022-66211000, వెబ్‌సైట్: www.manappuramhomefin.com: [557, 1196, 813, 1204]
demand-notice-table: [510, 1335, 860, 1390]
print-color-bar: [0, 2327, 1543, 2351]
table-header: రుణగ్రహీత పేరు / లోన్ నం: [529, 1336, 621, 1345]
sbi-header: [510, 1487, 860, 1584]
pak-headline: పాక్ ఆర్మీచీఫ్ అణు ప్రేలాపనలు: [37, 1137, 445, 1178]
bid-multiples: బిడ్ మల్టిపుల్స్ : రూ. 50,000/-: [1310, 1169, 1512, 1187]
sbi-email: e-mail:sbi.20165@sbi.co.in: [595, 1558, 775, 1575]
page-number: 3: [1384, 66, 1459, 216]
table-cell: 18-07-2025 & రూ. 904999/-: [764, 1345, 860, 1390]
cinema-column-1-text: తెలుగు చలన చిత్ర పరిశ్రమలో ఉన్న సమస్యలు పరిష్కారం చేసేందుకు కృషి చేస్తామని మంత్రి కోమటిరెడ్డి వెంకట్ రెడ్డి అన్నారు. సమ్మెలో ఉన్న కార్మికుల సమస్యలపై ఫెడరేషన్ ప్రతినిధులతో మంత్రి మాట్లాడారు. ఇరు పక్షాలు పట్టువిడుపులతో వ్యవహరించాలని సూచించారు. చిత్ర పరిశ్రమ అభివృద్ధికి ప్రభుత్వం సహకారం అందిస్తుందని హామీ ఇచ్చారు. ఫెడరేషన్ ప్రతినిధులు, నిర్మాతలు, దర్శకులతో కలిసి మంత్రి సమావేశం అయ్యారు. ఈ సమావేశంలో నిర్మాతలు సుప్రియ, జెమిని: [870, 256, 1183, 425]
manappuram-footer: [510, 1390, 860, 1404]
manappuram-logo: MANAPPURAM: [513, 1131, 590, 1154]
table-header: సెక్యూర్డ్ ఆస్తి వివరాలు: [620, 1336, 723, 1345]
manappuram-sign: సం/- అధీకృత అధికారి, మణప్పురం హోమ్ ఫైనాన్స్ లిమిటెడ్: [700, 1393, 858, 1400]
water-spray-illustration: [459, 552, 851, 672]
manappuram-home-logo: [590, 1131, 631, 1154]
manappuram-name-block: [637, 1125, 802, 1161]
sbi-footer-date: తేది: 12-08-2025: [516, 2261, 606, 2273]
canara-notice-title: అమ్మకపు నోటీసు: [1118, 651, 1253, 675]
sbi-footer: [510, 2253, 860, 2304]
table-cell: హౌస్ నం: ..., భద్రాద్రి కొత్తగూడెం జిల్లా: [620, 1345, 723, 1390]
manappuram-cin: CIN : U65923K12010PIC039179: [637, 1152, 755, 1159]
pak-subheadline-1: పాక్ కుతంత్రాలను ప్రపంచం గమనిస్తోంది: [105, 1191, 447, 1217]
auction-extension-note: (విక్రయం ముగిసే వరకు ఒక్కొక్కటి 10 నిమిషాల పొడిగింపుతో అపరిమిత పొడిగింపుతో): [1022, 961, 1371, 973]
canara-auction-bar: [872, 902, 1521, 994]
sbi-footer-right: [733, 2259, 838, 2304]
sbi-e-auction-notice: [508, 1485, 862, 2306]
encumbrance-note: * బ్యాంకుకు తెలిసినంత వరకు ఎటువంటి ఎన్‌కంబ్రెన్స్‌లు లేవు. అయితే, ఉద్దేశించిన బిడ్డర్లు వేలానికి ఉంచిన ఆస్తుల అప్పులు, టైటిల్ మరియు ఆస్తిని ప్రభావితం చేసే క్లెయిమ్‌లు/హక్కులు/బకాయిలు/వాటి గురించి బిడ్ సమర్పించే ముందు వారి స్వంత స్వతంత్ర విచారణ చేసుకోవాలి. వేలం ఆన్‌లైన్ ద్వారా https://baanknet.com వెబ్‌సైట్ ద్వారా నిర్వహించబడుతుంది.: [872, 1849, 1521, 1924]
krishna-headline-line2: భారీ వర్షాలు: [41, 273, 422, 366]
reserve-price: రిజర్వ్ ధరూ: రూ. 2,41,00,000/-: [881, 1502, 1104, 1519]
sbi-borrowers: ఋణగ్రహీత'ల పేరు : శ్రీ వేములపల్లి శ్రీనివాస్, తండ్రి: సత్యనారాయణ మరియు శ్రీమతి వేములపల్లి నాగలావణ్య, భర్త: శ్రీ వేములపల్లి శ్రీనివాసరావు, డోర్ నెం. ఎఫ్-22, "ఏ" కాలనీ, పాల్వంచ, భద్రాద్రి కొత్తగూడెం జిల్లా.: [525, 1749, 836, 1785]
sbi-item: 7) ఈ-వేలం తేది & సమయం: 15-09-2025 ఉదయం 11:00 గం.ల నుండి మధ్యాహ్నం 5-00 గం.ల వరకు 10 నిమిషాల అపరిమిత పొడిగింపుతో: [516, 1955, 854, 1978]
sbi-item: 3) డిమాండ్ నోటీసు తేది : 15-10-2025.: [516, 1879, 665, 1890]
manappuram-header: [510, 1122, 860, 1164]
price-bar-lot-3: [872, 1823, 1521, 1849]
canara-bank-name: కెనరా బ్యాంక్: [887, 564, 1038, 599]
table-header: డిమాండ్ నోటీసు తేదీ / మొత్తం: [764, 1336, 860, 1345]
canara-branch-full: స్ట్రెస్డ్ అసెట్ మేనేజ్‌మెంట్ బ్రాంచ్, సికింద్రాబాద్,: [1159, 598, 1358, 611]
krishna-column-4: వాగేశ్వర్‌లో భారీ వర్షం కురవడంతో జలాశయాలు నిండుకుండను తలపిస్తున్నాయి. కొండచరియలు విరిగిపడే ప్రమాదం ఉన్నందున అధికారులు అప్రమత్తంగా ఉండాలని ఆదేశించారు. హిమాచల్ ప్రదేశ్‌లో బిలాస్‌పూర్, సోలన్, సిమ్లా ప్రాంతాల్లో వర్షాలు కురుస్తున్నాయి. ఆగస్టు 13 నుంచి 17 వరకు భారీ వర్షాలు కురుస్తాయని వాతావరణ శాఖ తెలిపింది. మన తెలంగాణలో కూడా ఆగస్టు 17 వరకు భారీ వర్షాలు కురుస్తాయని ఒక హెచ్చరిక వెలువడింది. ప్రజలు జాగ్రత్తగా ఉండాలని అధికారులు సూచించారు.: [661, 756, 851, 1022]
canara-date: తేదీ: 11.08.2025: [1384, 657, 1461, 667]
sbi-item: 4) స్వాధీన నోటీసు తేది : 15-09-2025: [516, 1892, 658, 1902]
pak-column-1: న్యూఢిల్లీ,ఆగస్టు11(సాక్ష్యం): అమెరికా పర్యటనలో ఉన్న పాకిస్థాన్ ఆర్మీ చీఫ్ ఆసిమ్ మునీర్.. అక్కడ నుంచి భారత్‌పై అణు బెదిరింపులకు పాల్పడిన క్రమంలో ఆయన వ్యాఖ్యలను భారత్ తీవ్రంగా ఖండించింది. పాకిస్థాన్ అణ్వాయుధాల భయం కలిగించడం మానుకోవాలని సూచించింది. అమెరికా గడ్డ నుంచి అలాంటి వ్యాఖ్యలు చేయడం విచారకరమని పేర్కొంది. ఈ మేరకు కేంద్ర విదేశాంగ శాఖ ప్రతినిధి రణధీర్ జైస్వాల్ తెలిపారు. పాక్ అణ్వాయుధాల బెదిరింపులు పాకిస్థాన్‌కు అలవాటేనని అన్నారు. ఇలాంటి వ్యాఖ్యలతో ఆ దేశం ఎంత బాధ్యతారహితంగా వ్యవహరిస్తుందో అంతర్జాతీయ సమాజం అర్థం చేసుకోగలదని పేర్కొన్నారు. అణు బ్లాక్‌మెయిల్‌కు భారత్ లొంగదని స్పష్టం చేశారు. జాతీయ భద్రతను కాపాడుకునేందుకు అవసరమైన అన్ని చర్యలు తీసుకుంటామని తెలిపారు. ఫ్లోరిడాలోని టంపాలో జరిగిన ఒక కార్యక్రమంలో మునీర్ మాట్లాడుతూ భారత్‌తో యుద్ధం వస్తే సగం ప్రపంచాన్ని నాశనం చేస్తామంటూ ప్రేలాపనలు చేశారు. కాగా.. మునీర్ అమెరికా పర్యటనకు వెళ్లడం గత రెండు నెలల్లో ఇది: [37, 1282, 254, 1743]
dam-photo: [459, 224, 851, 739]
manappuram-name: మణప్పురం హోమ్ ఫైనాన్స్ లిమిటెడ్: [637, 1125, 802, 1140]
masthead-logo-panel: [63, 71, 541, 205]
